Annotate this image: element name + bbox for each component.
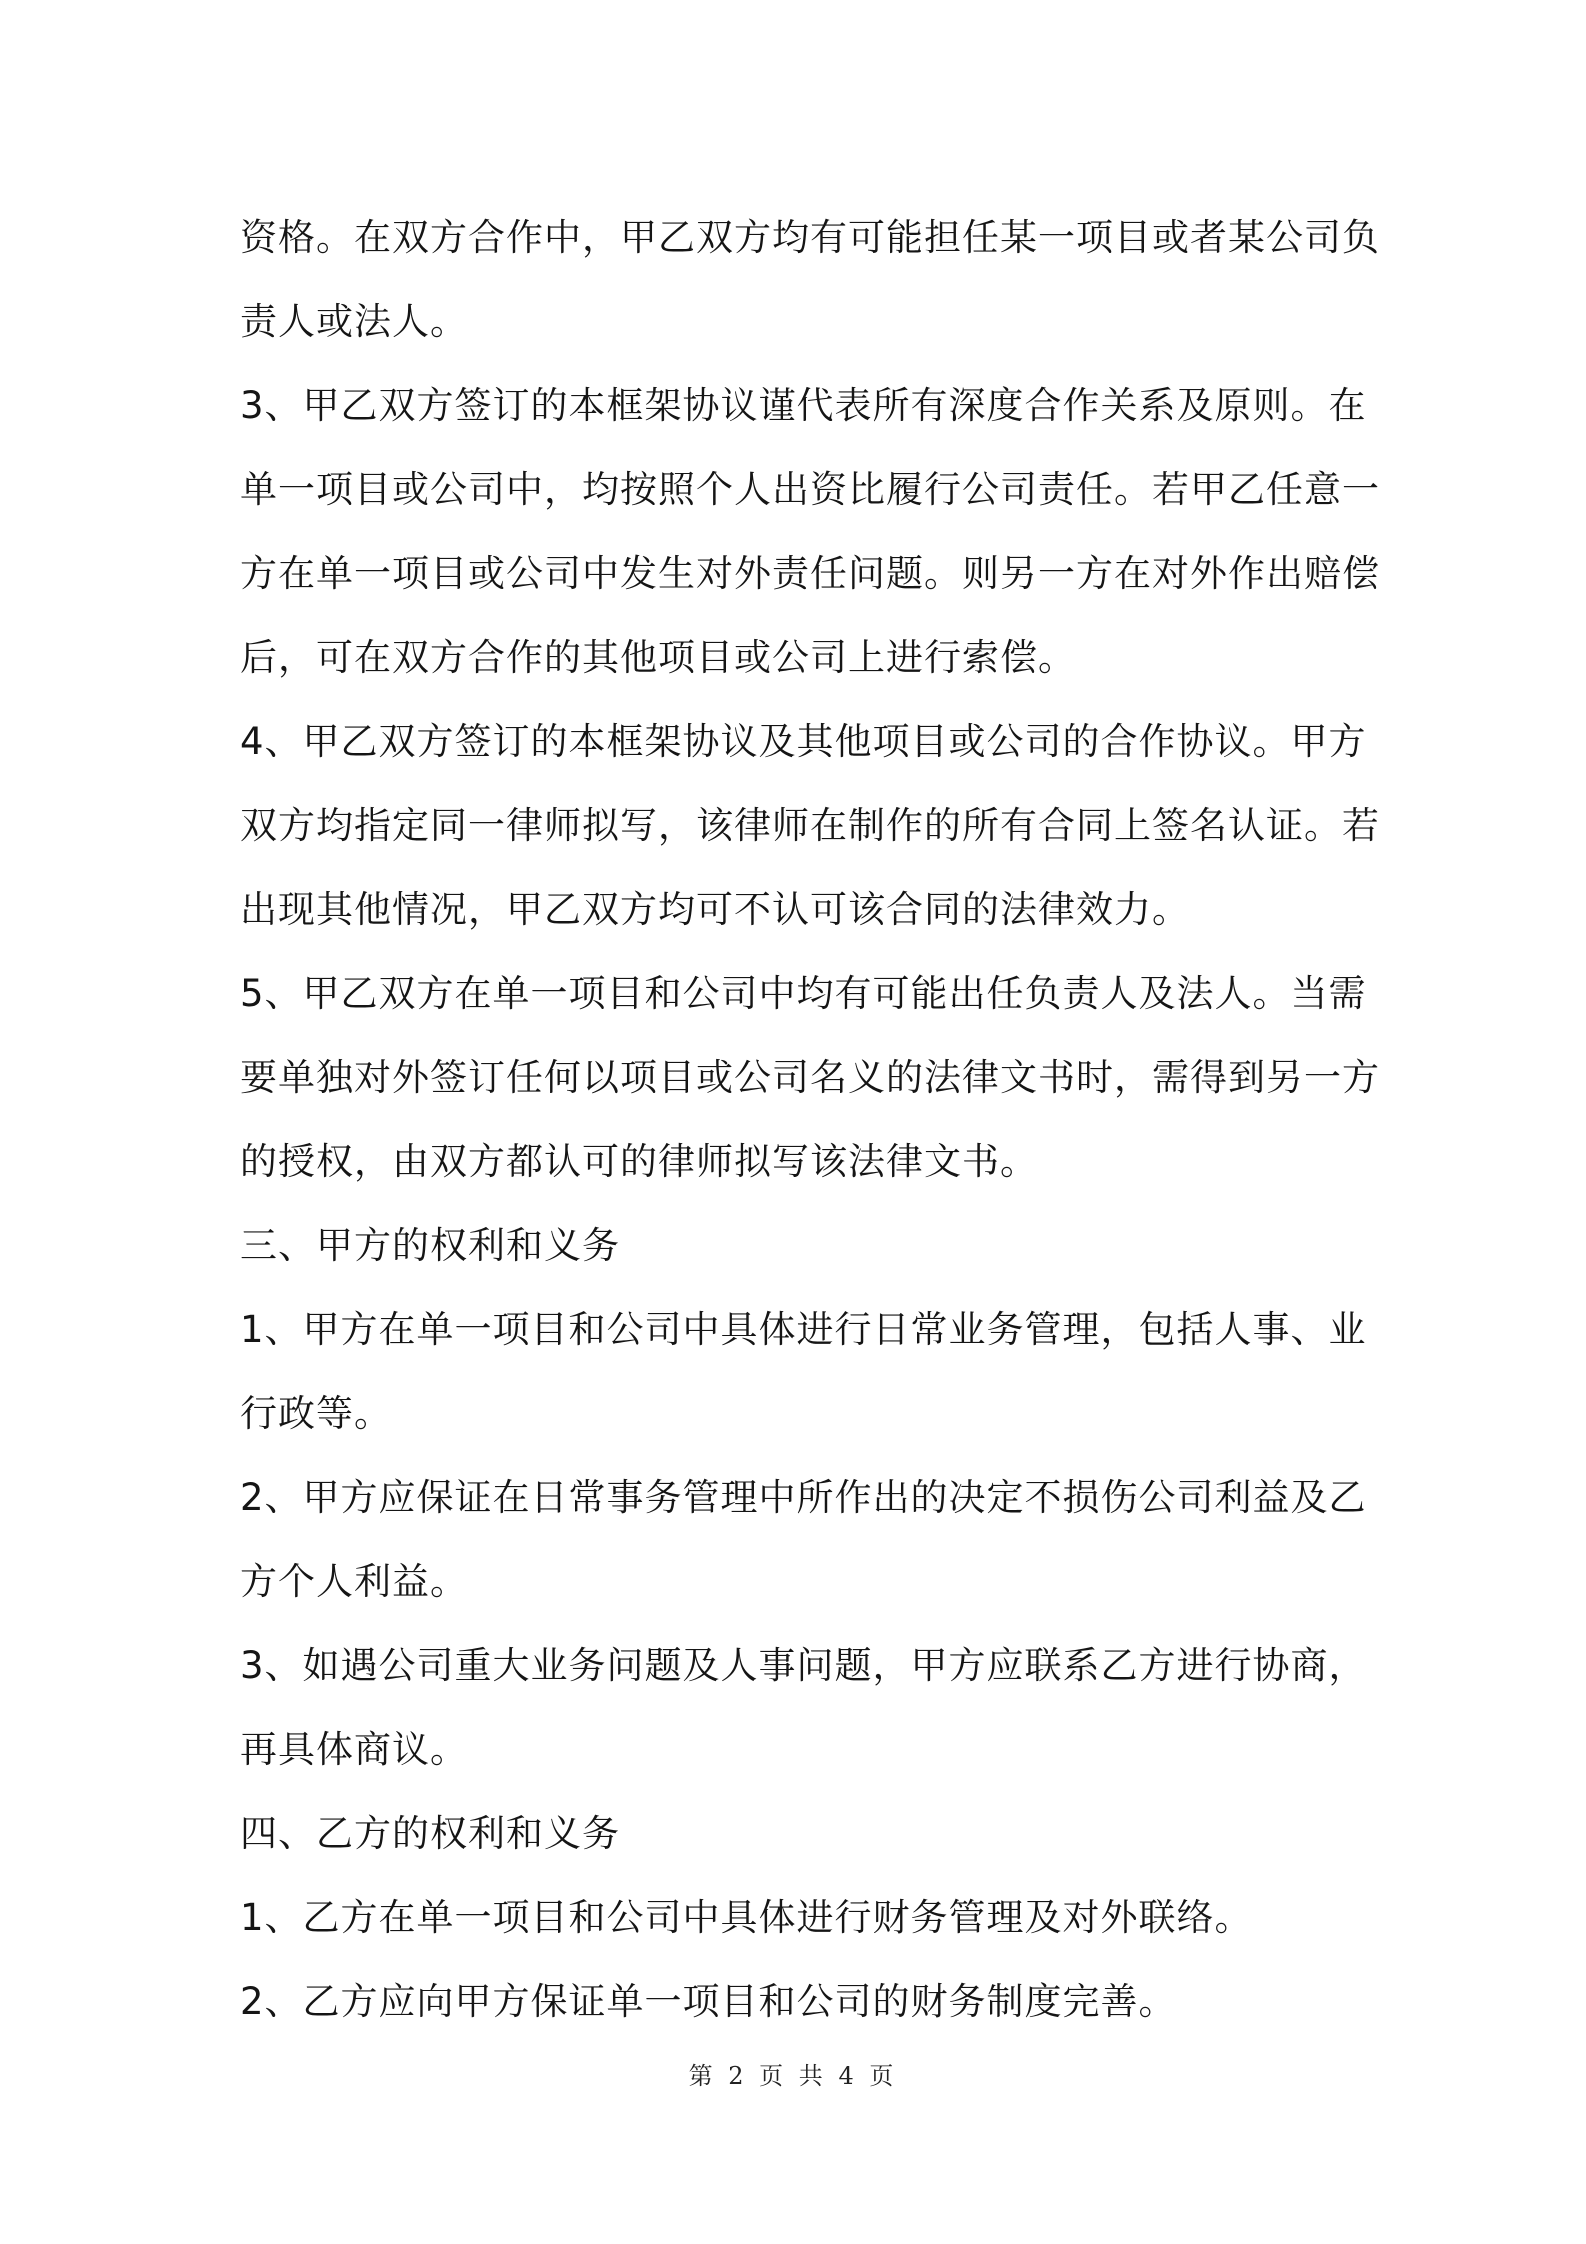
clause-3-line: 3、甲乙双方签订的本框架协议谨代表所有深度合作关系及原则。在 xyxy=(240,384,1367,427)
text-line: 出现其他情况，甲乙双方均可不认可该合同的法律效力。 xyxy=(240,888,1190,931)
page-number-footer: 第 2 页 共 4 页 xyxy=(688,2062,898,2090)
text-line: 单一项目或公司中，均按照个人出资比履行公司责任。若甲乙任意一 xyxy=(240,468,1380,511)
text-line: 再具体商议。 xyxy=(240,1728,468,1771)
section-heading-party-a: 三、甲方的权利和义务 xyxy=(240,1224,620,1267)
text-line: 2、乙方应向甲方保证单一项目和公司的财务制度完善。 xyxy=(240,1980,1177,2023)
section-heading-party-b: 四、乙方的权利和义务 xyxy=(240,1812,620,1855)
clause-4-line: 4、甲乙双方签订的本框架协议及其他项目或公司的合作协议。甲方 xyxy=(240,720,1367,763)
text-line: 1、乙方在单一项目和公司中具体进行财务管理及对外联络。 xyxy=(240,1896,1253,1939)
text-line: 方个人利益。 xyxy=(240,1560,468,1603)
document-body xyxy=(240,196,1380,2044)
text-line: 资格。在双方合作中，甲乙双方均有可能担任某一项目或者某公司负 xyxy=(240,216,1380,259)
text-line: 行政等。 xyxy=(240,1392,392,1435)
text-line: 要单独对外签订任何以项目或公司名义的法律文书时，需得到另一方 xyxy=(240,1056,1380,1099)
text-line: 后，可在双方合作的其他项目或公司上进行索偿。 xyxy=(240,636,1076,679)
text-line: 1、甲方在单一项目和公司中具体进行日常业务管理，包括人事、业 xyxy=(240,1308,1367,1351)
text-line: 2、甲方应保证在日常事务管理中所作出的决定不损伤公司利益及乙 xyxy=(240,1476,1367,1519)
text-line: 方在单一项目或公司中发生对外责任问题。则另一方在对外作出赔偿 xyxy=(240,552,1380,595)
text-line: 双方均指定同一律师拟写，该律师在制作的所有合同上签名认证。若 xyxy=(240,804,1380,847)
text-line: 责人或法人。 xyxy=(240,300,468,343)
text-line: 3、如遇公司重大业务问题及人事问题，甲方应联系乙方进行协商， xyxy=(240,1644,1367,1687)
text-line: 的授权，由双方都认可的律师拟写该法律文书。 xyxy=(240,1140,1038,1183)
clause-5-line: 5、甲乙双方在单一项目和公司中均有可能出任负责人及法人。当需 xyxy=(240,972,1367,1015)
